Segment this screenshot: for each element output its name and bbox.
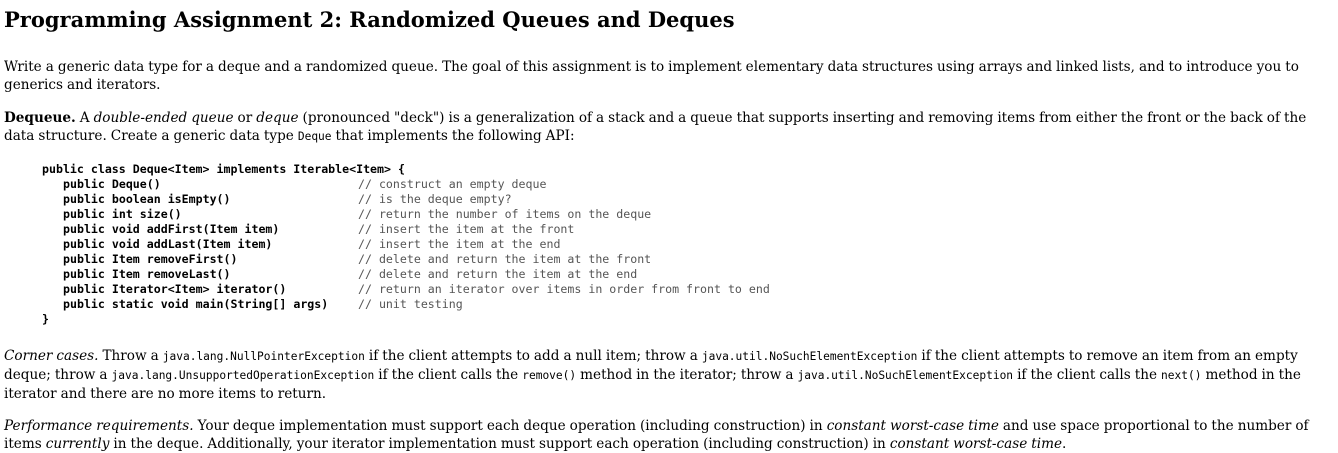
deque-class-code: Deque	[297, 130, 332, 143]
api-method-row	[42, 297, 1334, 312]
perf-text: Your deque implementation must support each deque operation (including construction) in	[193, 418, 827, 434]
corner-text: if the client calls the	[374, 367, 523, 383]
term-deque: deque	[256, 110, 299, 126]
api-method-row	[42, 282, 1334, 297]
corner-text: if the client calls the	[1013, 367, 1162, 383]
deque-label: Dequeue.	[4, 110, 76, 126]
api-method-row	[42, 207, 1334, 222]
api-method-signature: public Iterator<Item> iterator()	[63, 282, 287, 296]
perf-emphasis: constant worst-case time	[826, 418, 999, 434]
corner-cases-paragraph	[4, 347, 1334, 403]
api-method-comment: // delete and return the item at the end	[358, 267, 638, 281]
next-method-code: next()	[1161, 369, 1202, 382]
deque-text-b: or	[233, 110, 257, 126]
perf-emphasis: constant worst-case time	[889, 436, 1063, 452]
intro-paragraph: Write a generic data type for a deque and a randomized queue. The goal of this assignment is to implement elementary data structures using arrays and linked lists, and to introduce you to generics and iterators.	[4, 59, 1299, 93]
corner-text: method in the iterator and there are no more items to return.	[4, 367, 1301, 402]
perf-text: .	[1062, 436, 1067, 452]
api-method-signature: public Deque()	[63, 177, 161, 191]
deque-text-d: that implements the following API:	[331, 128, 575, 144]
perf-emphasis: currently	[45, 436, 110, 452]
api-method-row	[42, 222, 1334, 237]
api-method-row	[42, 252, 1334, 267]
api-method-signature: public void addLast(Item item)	[63, 237, 273, 251]
no-such-element-exception-code: java.util.NoSuchElementException	[797, 369, 1014, 382]
performance-label: Performance requirements.	[4, 418, 194, 434]
api-method-comment: // return the number of items on the deque	[358, 207, 652, 221]
null-pointer-exception-code: java.lang.NullPointerException	[162, 350, 365, 363]
remove-method-code: remove()	[522, 369, 577, 382]
api-method-signature: public Item removeLast()	[63, 267, 231, 281]
deque-text-a: A	[75, 110, 94, 126]
api-method-signature: public Item removeFirst()	[63, 252, 238, 266]
perf-text: in the deque. Additionally, your iterator implementation must support each operation (including construction) in	[109, 436, 890, 452]
unsupported-operation-exception-code: java.lang.UnsupportedOperationException	[111, 369, 375, 382]
page-title: Programming Assignment 2: Randomized Queues and Deques	[4, 7, 735, 32]
api-method-row	[42, 267, 1334, 282]
api-code-block	[42, 162, 1334, 327]
corner-text: Throw a	[98, 348, 163, 364]
api-method-comment: // insert the item at the end	[358, 237, 561, 251]
deque-text-c: (pronounced "deck") is a generalization of a stack and a queue that supports inserting and removing items from either the front or the back of the data structure. Create a generic data type	[4, 110, 1307, 144]
api-method-comment: // is the deque empty?	[358, 192, 512, 206]
api-method-comment: // insert the item at the front	[358, 222, 575, 236]
api-footer: }	[42, 312, 49, 326]
api-method-signature: public int size()	[63, 207, 182, 221]
api-method-comment: // delete and return the item at the front	[358, 252, 652, 266]
performance-paragraph	[4, 417, 1334, 453]
corner-text: if the client attempts to add a null item; throw a	[364, 348, 702, 364]
no-such-element-exception-code: java.util.NoSuchElementException	[701, 350, 918, 363]
api-method-row	[42, 192, 1334, 207]
api-method-row	[42, 177, 1334, 192]
api-header: public class Deque<Item> implements Iterable<Item> {	[42, 162, 405, 176]
perf-text: and use space proportional to the number of items	[4, 418, 1309, 452]
corner-text: if the client attempts to remove an item from an empty deque; throw a	[4, 348, 1298, 383]
api-method-row	[42, 237, 1334, 252]
api-method-comment: // construct an empty deque	[358, 177, 547, 191]
corner-cases-label: Corner cases.	[4, 348, 99, 364]
api-method-signature: public static void main(String[] args)	[63, 297, 329, 311]
corner-text: method in the iterator; throw a	[576, 367, 798, 383]
api-method-signature: public boolean isEmpty()	[63, 192, 231, 206]
api-method-comment: // return an iterator over items in order from front to end	[358, 282, 770, 296]
term-double-ended-queue: double-ended queue	[93, 110, 234, 126]
api-method-comment: // unit testing	[358, 297, 463, 311]
deque-paragraph	[4, 109, 1334, 146]
api-method-signature: public void addFirst(Item item)	[63, 222, 280, 236]
